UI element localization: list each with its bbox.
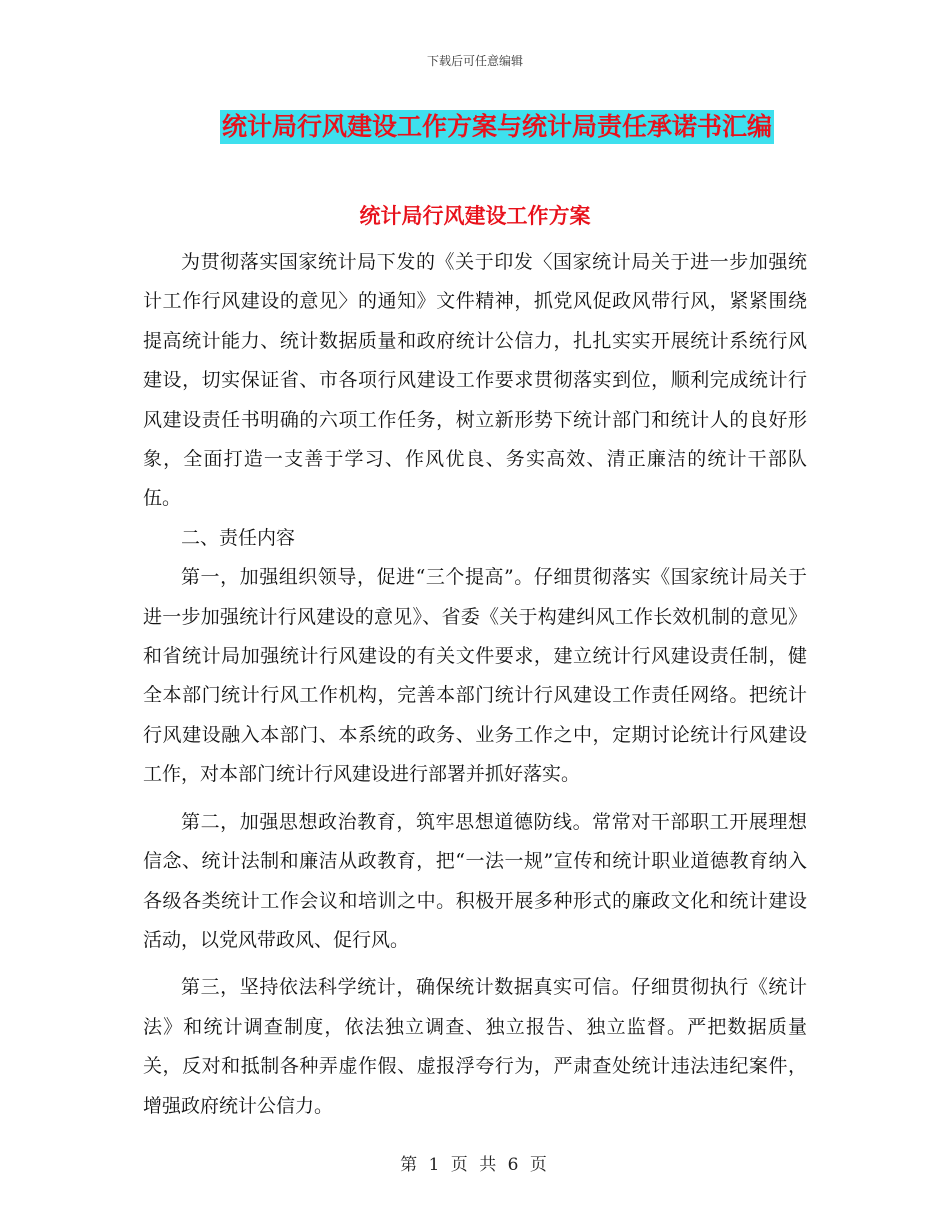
main-title-container xyxy=(0,110,950,144)
document-section-title: 统计局行风建设工作方案 xyxy=(359,203,591,228)
page-header-note: 下载后可任意编辑 xyxy=(426,54,523,68)
section-heading-responsibility: 二、责任内容 xyxy=(181,526,296,549)
document-body xyxy=(143,243,807,1126)
body-paragraph-intro: 为贯彻落实国家统计局下发的《关于印发〈国家统计局关于进一步加强统计工作行风建设的意见〉的通知》文件精神，抓党风促政风带行风，紧紧围绕提高统计能力、统计数据质量和政府统计公信力，扎扎实实开展统计系统行风建设，切实保证省、市各项行风建设工作要求贯彻落实到位，顺利完成统计行风建设责任书明确的六项工作任务，树立新形势下统计部门和统计人的良好形象，全面打造一支善于学习、作风优良、务实高效、清正廉洁的统计干部队伍。 xyxy=(143,251,807,510)
page-number-footer: 第 1 页 共 6 页 xyxy=(400,1155,550,1175)
body-paragraph-second: 第二，加强思想政治教育，筑牢思想道德防线。常常对干部职工开展理想信念、统计法制和廉洁从政教育，把“一法一规”宣传和统计职业道德教育纳入各级各类统计工作会议和培训之中。积极开展多种形式的廉政文化和统计建设活动，以党风带政风、促行风。 xyxy=(143,810,807,951)
document-main-title: 统计局行风建设工作方案与统计局责任承诺书汇编 xyxy=(220,110,774,144)
body-paragraph-third: 第三，坚持依法科学统计，确保统计数据真实可信。仔细贯彻执行《统计法》和统计调查制度，依法独立调查、独立报告、独立监督。严把数据质量关，反对和抵制各种弄虚作假、虚报浮夸行为，严肃查处统计违法违纪案件，增强政府统计公信力。 xyxy=(143,976,807,1117)
body-paragraph-first: 第一，加强组织领导，促进“三个提高”。仔细贯彻落实《国家统计局关于进一步加强统计行风建设的意见》、省委《关于构建纠风工作长效机制的意见》和省统计局加强统计行风建设的有关文件要求，建立统计行风建设责任制，健全本部门统计行风工作机构，完善本部门统计行风建设工作责任网络。把统计行风建设融入本部门、本系统的政务、业务工作之中，定期讨论统计行风建设工作，对本部门统计行风建设进行部署并抓好落实。 xyxy=(143,566,807,786)
